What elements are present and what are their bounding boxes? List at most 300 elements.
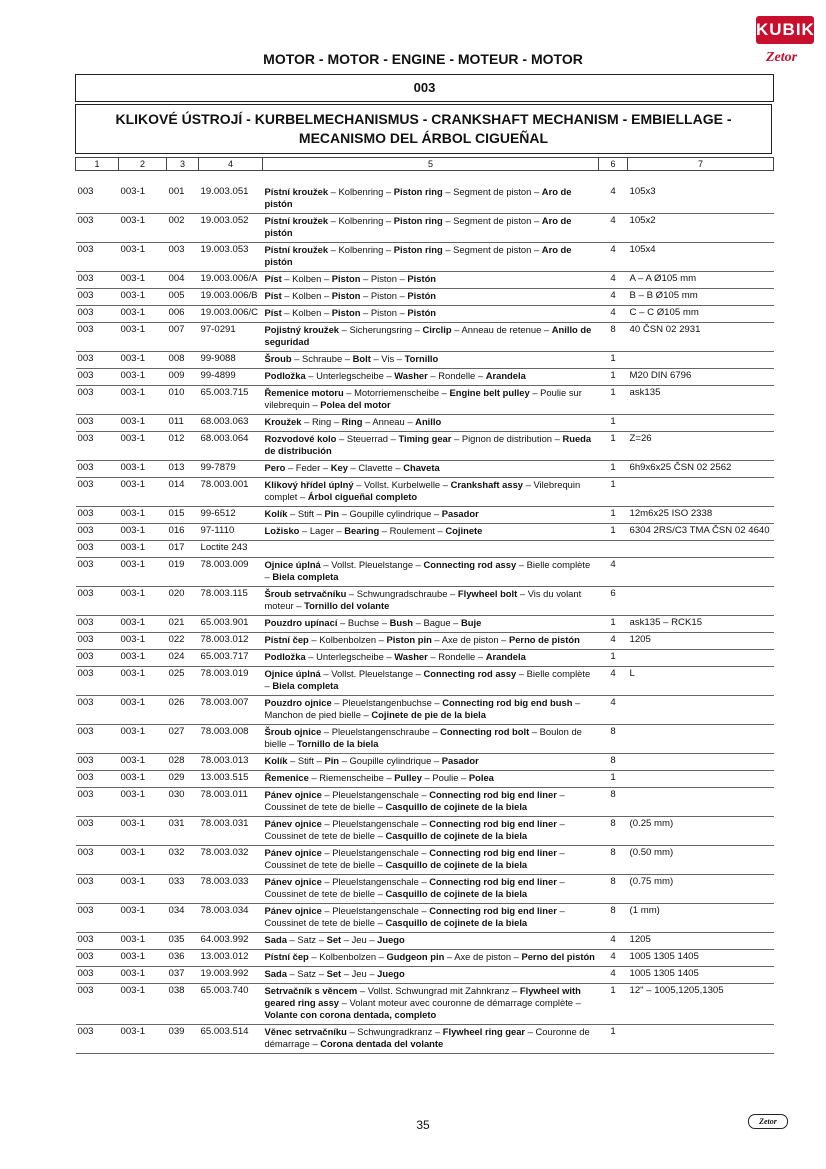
cell-note: (1 mm) (628, 904, 774, 933)
description-es: Biela completa (272, 680, 339, 691)
table-row (76, 950, 774, 967)
cell-part-number: 78.003.001 (199, 478, 263, 507)
table-row (76, 541, 774, 558)
description-fr: Poulie (432, 772, 459, 783)
description-en: Washer (394, 651, 428, 662)
cell-col1: 003 (76, 788, 119, 817)
cell-col2: 003-1 (119, 725, 167, 754)
cell-col3: 015 (167, 507, 199, 524)
cell-description: Rozvodové kolo – Steuerrad – Timing gear – Pignon de distribution – Rueda de distribución (263, 432, 599, 461)
description-fr: Segment de piston (453, 215, 532, 226)
cell-col3: 019 (167, 558, 199, 587)
cell-col3: 017 (167, 541, 199, 558)
cell-description: Ojnice úplná – Vollst. Pleuelstange – Connecting rod assy – Bielle complète – Biela completa (263, 558, 599, 587)
cell-col2: 003-1 (119, 352, 167, 369)
description-cz: Pánev ojnice (264, 847, 322, 858)
cell-col3: 035 (167, 933, 199, 950)
description-fr: Anneau de retenue (461, 324, 542, 335)
description-en: Connecting rod bolt (440, 726, 530, 737)
cell-note: 105x2 (628, 214, 774, 243)
description-fr: Segment de piston (453, 244, 532, 255)
description-cz: Šroub setrvačníku (264, 588, 347, 599)
cell-quantity: 8 (599, 788, 628, 817)
cell-part-number: 65.003.715 (199, 386, 263, 415)
column-header: 5 (263, 158, 599, 171)
description-fr: Manchon de pied bielle (264, 709, 361, 720)
description-en: Gudgeon pin (386, 951, 445, 962)
cell-col2: 003-1 (119, 478, 167, 507)
cell-description: Pánev ojnice – Pleuelstangenschale – Connecting rod big end liner – Coussinet de tete de bielle – Casquillo de cojinete de la biela (263, 846, 599, 875)
description-es: Arandela (485, 651, 526, 662)
cell-quantity: 1 (599, 984, 628, 1025)
cell-note: 1205 (628, 933, 774, 950)
cell-part-number: 78.003.013 (199, 754, 263, 771)
description-es: Pistón (407, 273, 437, 284)
cell-col1: 003 (76, 875, 119, 904)
description-de: Kolbenring (338, 215, 384, 226)
cell-description: Klikový hřídel úplný – Vollst. Kurbelwelle – Crankshaft assy – Vilebrequin complet – Árbol cigueñal completo (263, 478, 599, 507)
cell-note (628, 587, 774, 616)
cell-note (628, 415, 774, 432)
zetor-footer-logo: Zetor (748, 1114, 788, 1129)
column-header: 1 (76, 158, 119, 171)
description-de: Kolbenbolzen (319, 634, 377, 645)
cell-col1: 003 (76, 478, 119, 507)
cell-part-number: 78.003.032 (199, 846, 263, 875)
cell-col1: 003 (76, 558, 119, 587)
cell-col1: 003 (76, 524, 119, 541)
cell-part-number: 99-9088 (199, 352, 263, 369)
description-fr: Pignon de distribution (461, 433, 553, 444)
description-de: Riemenscheibe (319, 772, 384, 783)
description-es: Perno del pistón (521, 951, 595, 962)
description-es: Cojinete de pie de la biela (371, 709, 486, 720)
cell-description: Pánev ojnice – Pleuelstangenschale – Connecting rod big end liner – Coussinet de tete de bielle – Casquillo de cojinete de la biela (263, 788, 599, 817)
description-de: Sicherungsring (349, 324, 412, 335)
cell-note: ask135 – RCK15 (628, 616, 774, 633)
cell-col1: 003 (76, 725, 119, 754)
cell-note: Z=26 (628, 432, 774, 461)
description-de: Kolben (292, 273, 322, 284)
cell-col3: 027 (167, 725, 199, 754)
cell-col1: 003 (76, 507, 119, 524)
description-fr: Coussinet de tete de bielle (264, 888, 375, 899)
cell-col2: 003-1 (119, 967, 167, 984)
description-cz: Pánev ojnice (264, 818, 322, 829)
cell-part-number: 99-6512 (199, 507, 263, 524)
cell-part-number: 19.003.006/A (199, 272, 263, 289)
description-de: Pleuelstangenschale (332, 789, 419, 800)
cell-note (628, 725, 774, 754)
cell-part-number: 65.003.514 (199, 1025, 263, 1054)
cell-part-number: 78.003.034 (199, 904, 263, 933)
description-de: Kolben (292, 307, 322, 318)
cell-col2: 003-1 (119, 541, 167, 558)
cell-note: 6h9x6x25 ČSN 02 2562 (628, 461, 774, 478)
description-de: Vollst. Pleuelstange (331, 559, 414, 570)
table-row (76, 933, 774, 950)
table-row (76, 967, 774, 984)
description-fr: Axe de piston (454, 951, 512, 962)
description-fr: Bielle complète (526, 559, 591, 570)
cell-part-number: 65.003.740 (199, 984, 263, 1025)
cell-col3: 009 (167, 369, 199, 386)
description-de: Stift (297, 755, 315, 766)
cell-note: 1005 1305 1405 (628, 950, 774, 967)
cell-description: Podložka – Unterlegscheibe – Washer – Rondelle – Arandela (263, 650, 599, 667)
description-es: Buje (461, 617, 482, 628)
description-cz: Pístní čep (264, 634, 309, 645)
description-de: Pleuelstangenschale (332, 876, 419, 887)
cell-part-number: 13.003.012 (199, 950, 263, 967)
cell-part-number: 19.003.051 (199, 185, 263, 214)
table-row (76, 846, 774, 875)
description-fr: Boulon de bielle (264, 726, 582, 749)
cell-part-number: 19.003.006/C (199, 306, 263, 323)
description-cz: Píst (264, 273, 282, 284)
description-fr: Rondelle (438, 651, 476, 662)
description-de: Schraube (302, 353, 343, 364)
description-cz: Věnec setrvačníku (264, 1026, 347, 1037)
column-header: 6 (599, 158, 628, 171)
description-fr: Axe de piston (441, 634, 499, 645)
cell-description: Pojistný kroužek – Sicherungsring – Circlip – Anneau de retenue – Anillo de seguridad (263, 323, 599, 352)
cell-quantity: 4 (599, 967, 628, 984)
description-en: Pulley (394, 772, 422, 783)
cell-col1: 003 (76, 754, 119, 771)
description-fr: Goupille cylindrique (349, 508, 432, 519)
description-cz: Píst (264, 290, 282, 301)
cell-description: Šroub setrvačníku – Schwungradschraube – Flywheel bolt – Vis du volant moteur – Tornillo del volante (263, 587, 599, 616)
cell-col2: 003-1 (119, 587, 167, 616)
description-de: Pleuelstangenschale (332, 847, 419, 858)
description-es: Polea (468, 772, 494, 783)
cell-col2: 003-1 (119, 306, 167, 323)
cell-note (628, 352, 774, 369)
cell-part-number: 13.003.515 (199, 771, 263, 788)
table-row (76, 788, 774, 817)
cell-col2: 003-1 (119, 933, 167, 950)
description-fr: Clavette (358, 462, 393, 473)
cell-col3: 012 (167, 432, 199, 461)
cell-description: Pístní čep – Kolbenbolzen – Gudgeon pin – Axe de piston – Perno del pistón (263, 950, 599, 967)
table-row (76, 243, 774, 272)
table-row (76, 650, 774, 667)
description-es: Corona dentada del volante (320, 1038, 444, 1049)
cell-col1: 003 (76, 1025, 119, 1054)
description-cz: Pístní čep (264, 951, 309, 962)
cell-col2: 003-1 (119, 817, 167, 846)
description-de: Schwungradkranz (357, 1026, 433, 1037)
description-es: Pasador (441, 755, 479, 766)
description-cz: Ojnice úplná (264, 559, 321, 570)
description-es: Perno de pistón (508, 634, 580, 645)
description-fr: Piston (370, 290, 397, 301)
cell-part-number: 99-7879 (199, 461, 263, 478)
description-es: Pistón (407, 307, 437, 318)
cell-note: L (628, 667, 774, 696)
cell-description: Ojnice úplná – Vollst. Pleuelstange – Connecting rod assy – Bielle complète – Biela completa (263, 667, 599, 696)
cell-col1: 003 (76, 289, 119, 306)
cell-description: Kolík – Stift – Pin – Goupille cylindrique – Pasador (263, 754, 599, 771)
cell-col2: 003-1 (119, 616, 167, 633)
table-header-row (76, 158, 774, 171)
cell-note (628, 1025, 774, 1054)
cell-col3: 025 (167, 667, 199, 696)
cell-note: M20 DIN 6796 (628, 369, 774, 386)
kubik-logo-text: KUBIK (756, 16, 814, 44)
description-es: Biela completa (272, 571, 339, 582)
cell-col1: 003 (76, 817, 119, 846)
cell-col2: 003-1 (119, 185, 167, 214)
parts-table (75, 157, 774, 1054)
description-de: Feder (295, 462, 321, 473)
description-de: Vollst. Schwungrad mit Zahnkranz (367, 985, 510, 996)
description-cz: Ojnice úplná (264, 668, 321, 679)
cell-col3: 002 (167, 214, 199, 243)
description-fr: Couronne de démarrage (264, 1026, 590, 1049)
cell-col1: 003 (76, 667, 119, 696)
cell-col2: 003-1 (119, 1025, 167, 1054)
description-cz: Kolík (264, 508, 288, 519)
cell-col3: 004 (167, 272, 199, 289)
cell-col3: 037 (167, 967, 199, 984)
cell-col2: 003-1 (119, 243, 167, 272)
cell-col3: 007 (167, 323, 199, 352)
description-de: Stift (297, 508, 315, 519)
description-es: Aro de pistón (264, 215, 572, 238)
cell-quantity: 1 (599, 1025, 628, 1054)
cell-part-number: 78.003.008 (199, 725, 263, 754)
cell-part-number: 97-0291 (199, 323, 263, 352)
description-de: Schwungradschraube (356, 588, 448, 599)
description-en: Set (326, 934, 342, 945)
description-es: Tornillo de la biela (296, 738, 379, 749)
description-en: Crankshaft assy (450, 479, 523, 490)
cell-quantity: 4 (599, 696, 628, 725)
cell-col2: 003-1 (119, 650, 167, 667)
description-es: Juego (377, 968, 405, 979)
table-row (76, 432, 774, 461)
table-row (76, 386, 774, 415)
cell-description (263, 541, 599, 558)
cell-col1: 003 (76, 243, 119, 272)
description-fr: Vis du volant moteur (264, 588, 582, 611)
description-en: Connecting rod big end liner (429, 789, 557, 800)
table-body (76, 171, 774, 1054)
cell-quantity: 1 (599, 386, 628, 415)
description-cz: Sada (264, 968, 287, 979)
description-fr: Bielle complète (526, 668, 591, 679)
cell-quantity: 1 (599, 352, 628, 369)
description-cz: Pero (264, 462, 286, 473)
cell-quantity: 1 (599, 616, 628, 633)
cell-col1: 003 (76, 933, 119, 950)
cell-description: Kroužek – Ring – Ring – Anneau – Anillo (263, 415, 599, 432)
description-en: Set (326, 968, 342, 979)
cell-col3: 003 (167, 243, 199, 272)
description-de: Motorriemenscheibe (354, 387, 440, 398)
description-cz: Pístní kroužek (264, 215, 329, 226)
cell-col2: 003-1 (119, 667, 167, 696)
cell-quantity: 8 (599, 875, 628, 904)
cell-quantity: 8 (599, 904, 628, 933)
description-de: Lager (309, 525, 334, 536)
description-en: Connecting rod big end bush (442, 697, 573, 708)
description-cz: Píst (264, 307, 282, 318)
description-es: Anillo (415, 416, 442, 427)
description-en: Pin (324, 755, 340, 766)
description-fr: Segment de piston (453, 186, 532, 197)
description-de: Vollst. Pleuelstange (331, 668, 414, 679)
cell-description: Podložka – Unterlegscheibe – Washer – Rondelle – Arandela (263, 369, 599, 386)
cell-note: 6304 2RS/C3 TMA ČSN 02 4640 (628, 524, 774, 541)
description-fr: Anneau (372, 416, 405, 427)
cell-quantity: 1 (599, 771, 628, 788)
description-en: Flywheel with geared ring assy (264, 985, 581, 1008)
description-en: Flywheel bolt (457, 588, 518, 599)
cell-col2: 003-1 (119, 984, 167, 1025)
cell-col2: 003-1 (119, 633, 167, 650)
description-de: Kolbenring (338, 244, 384, 255)
description-cz: Šroub (264, 353, 292, 364)
description-cz: Klikový hřídel úplný (264, 479, 354, 490)
cell-col2: 003-1 (119, 369, 167, 386)
cell-col1: 003 (76, 633, 119, 650)
cell-col2: 003-1 (119, 432, 167, 461)
description-cz: Setrvačník s věncem (264, 985, 358, 996)
description-cz: Ložisko (264, 525, 300, 536)
cell-note: (0.25 mm) (628, 817, 774, 846)
cell-note: 12" – 1005,1205,1305 (628, 984, 774, 1025)
section-title-line1: KLIKOVÉ ÚSTROJÍ - KURBELMECHANISMUS - CRANKSHAFT MECHANISM - EMBIELLAGE - (115, 111, 732, 127)
cell-col3: 028 (167, 754, 199, 771)
cell-col3: 029 (167, 771, 199, 788)
cell-quantity: 4 (599, 289, 628, 306)
cell-col2: 003-1 (119, 696, 167, 725)
column-header: 7 (628, 158, 774, 171)
cell-description: Řemenice motoru – Motorriemenscheibe – Engine belt pulley – Poulie sur vilebrequin – Polea del motor (263, 386, 599, 415)
cell-col3: 013 (167, 461, 199, 478)
description-fr: Coussinet de tete de bielle (264, 917, 375, 928)
cell-col2: 003-1 (119, 461, 167, 478)
cell-part-number: 78.003.007 (199, 696, 263, 725)
description-cz: Kroužek (264, 416, 302, 427)
cell-col1: 003 (76, 432, 119, 461)
cell-part-number: 78.003.031 (199, 817, 263, 846)
description-es: Juego (377, 934, 405, 945)
description-de: Kolben (292, 290, 322, 301)
cell-description: Setrvačník s věncem – Vollst. Schwungrad mit Zahnkranz – Flywheel with geared ring assy – Volant moteur avec couronne de démarrage complète – Volante con corona dentada, completo (263, 984, 599, 1025)
table-row (76, 461, 774, 478)
cell-col3: 038 (167, 984, 199, 1025)
cell-part-number: 78.003.115 (199, 587, 263, 616)
cell-col3: 033 (167, 875, 199, 904)
cell-quantity: 1 (599, 415, 628, 432)
table-row (76, 352, 774, 369)
cell-description: Pánev ojnice – Pleuelstangenschale – Connecting rod big end liner – Coussinet de tete de bielle – Casquillo de cojinete de la biela (263, 875, 599, 904)
cell-col1: 003 (76, 272, 119, 289)
description-es: Anillo de seguridad (264, 324, 592, 347)
cell-col3: 024 (167, 650, 199, 667)
description-de: Pleuelstangenschale (332, 905, 419, 916)
description-en: Key (330, 462, 348, 473)
cell-col3: 008 (167, 352, 199, 369)
description-de: Satz (297, 934, 317, 945)
cell-col1: 003 (76, 616, 119, 633)
cell-col3: 001 (167, 185, 199, 214)
table-row (76, 875, 774, 904)
column-header: 4 (199, 158, 263, 171)
table-row (76, 323, 774, 352)
description-fr: Coussinet de tete de bielle (264, 859, 375, 870)
cell-description: Věnec setrvačníku – Schwungradkranz – Flywheel ring gear – Couronne de démarrage – Corona dentada del volante (263, 1025, 599, 1054)
cell-description: Ložisko – Lager – Bearing – Roulement – Cojinete (263, 524, 599, 541)
cell-description: Pístní kroužek – Kolbenring – Piston ring – Segment de piston – Aro de pistón (263, 185, 599, 214)
table-row (76, 507, 774, 524)
cell-note: C – C Ø105 mm (628, 306, 774, 323)
cell-part-number: 19.003.052 (199, 214, 263, 243)
cell-description: Píst – Kolben – Piston – Piston – Pistón (263, 306, 599, 323)
description-fr: Roulement (389, 525, 435, 536)
cell-quantity: 8 (599, 817, 628, 846)
description-cz: Řemenice (264, 772, 309, 783)
cell-description: Šroub – Schraube – Bolt – Vis – Tornillo (263, 352, 599, 369)
description-es: Pistón (407, 290, 437, 301)
table-row (76, 289, 774, 306)
cell-description: Píst – Kolben – Piston – Piston – Pistón (263, 272, 599, 289)
cell-quantity: 8 (599, 754, 628, 771)
description-es: Casquillo de cojinete de la biela (385, 830, 528, 841)
cell-quantity: 1 (599, 524, 628, 541)
cell-col2: 003-1 (119, 788, 167, 817)
description-de: Pleuelstangenschraube (331, 726, 430, 737)
cell-description: Pístní kroužek – Kolbenring – Piston ring – Segment de piston – Aro de pistón (263, 243, 599, 272)
description-en: Piston pin (386, 634, 432, 645)
table-row (76, 415, 774, 432)
cell-quantity: 8 (599, 323, 628, 352)
cell-col2: 003-1 (119, 524, 167, 541)
cell-quantity: 1 (599, 432, 628, 461)
cell-note (628, 541, 774, 558)
description-de: Kolbenbolzen (319, 951, 377, 962)
cell-part-number: 78.003.033 (199, 875, 263, 904)
cell-note (628, 558, 774, 587)
cell-col2: 003-1 (119, 875, 167, 904)
cell-col2: 003-1 (119, 386, 167, 415)
description-cz: Pouzdro ojnice (264, 697, 332, 708)
cell-quantity: 4 (599, 272, 628, 289)
cell-part-number: 97-1110 (199, 524, 263, 541)
cell-description: Pouzdro upínací – Buchse – Bush – Bague – Buje (263, 616, 599, 633)
cell-col3: 022 (167, 633, 199, 650)
table-row (76, 214, 774, 243)
cell-col3: 014 (167, 478, 199, 507)
description-fr: Bague (423, 617, 451, 628)
description-en: Piston ring (393, 215, 443, 226)
cell-description: Řemenice – Riemenscheibe – Pulley – Poulie – Polea (263, 771, 599, 788)
table-row (76, 587, 774, 616)
cell-col2: 003-1 (119, 415, 167, 432)
cell-col3: 039 (167, 1025, 199, 1054)
cell-col3: 016 (167, 524, 199, 541)
cell-col1: 003 (76, 369, 119, 386)
cell-col2: 003-1 (119, 950, 167, 967)
description-es: Cojinete (445, 525, 483, 536)
cell-part-number: 68.003.064 (199, 432, 263, 461)
cell-col3: 021 (167, 616, 199, 633)
cell-description: Sada – Satz – Set – Jeu – Juego (263, 933, 599, 950)
